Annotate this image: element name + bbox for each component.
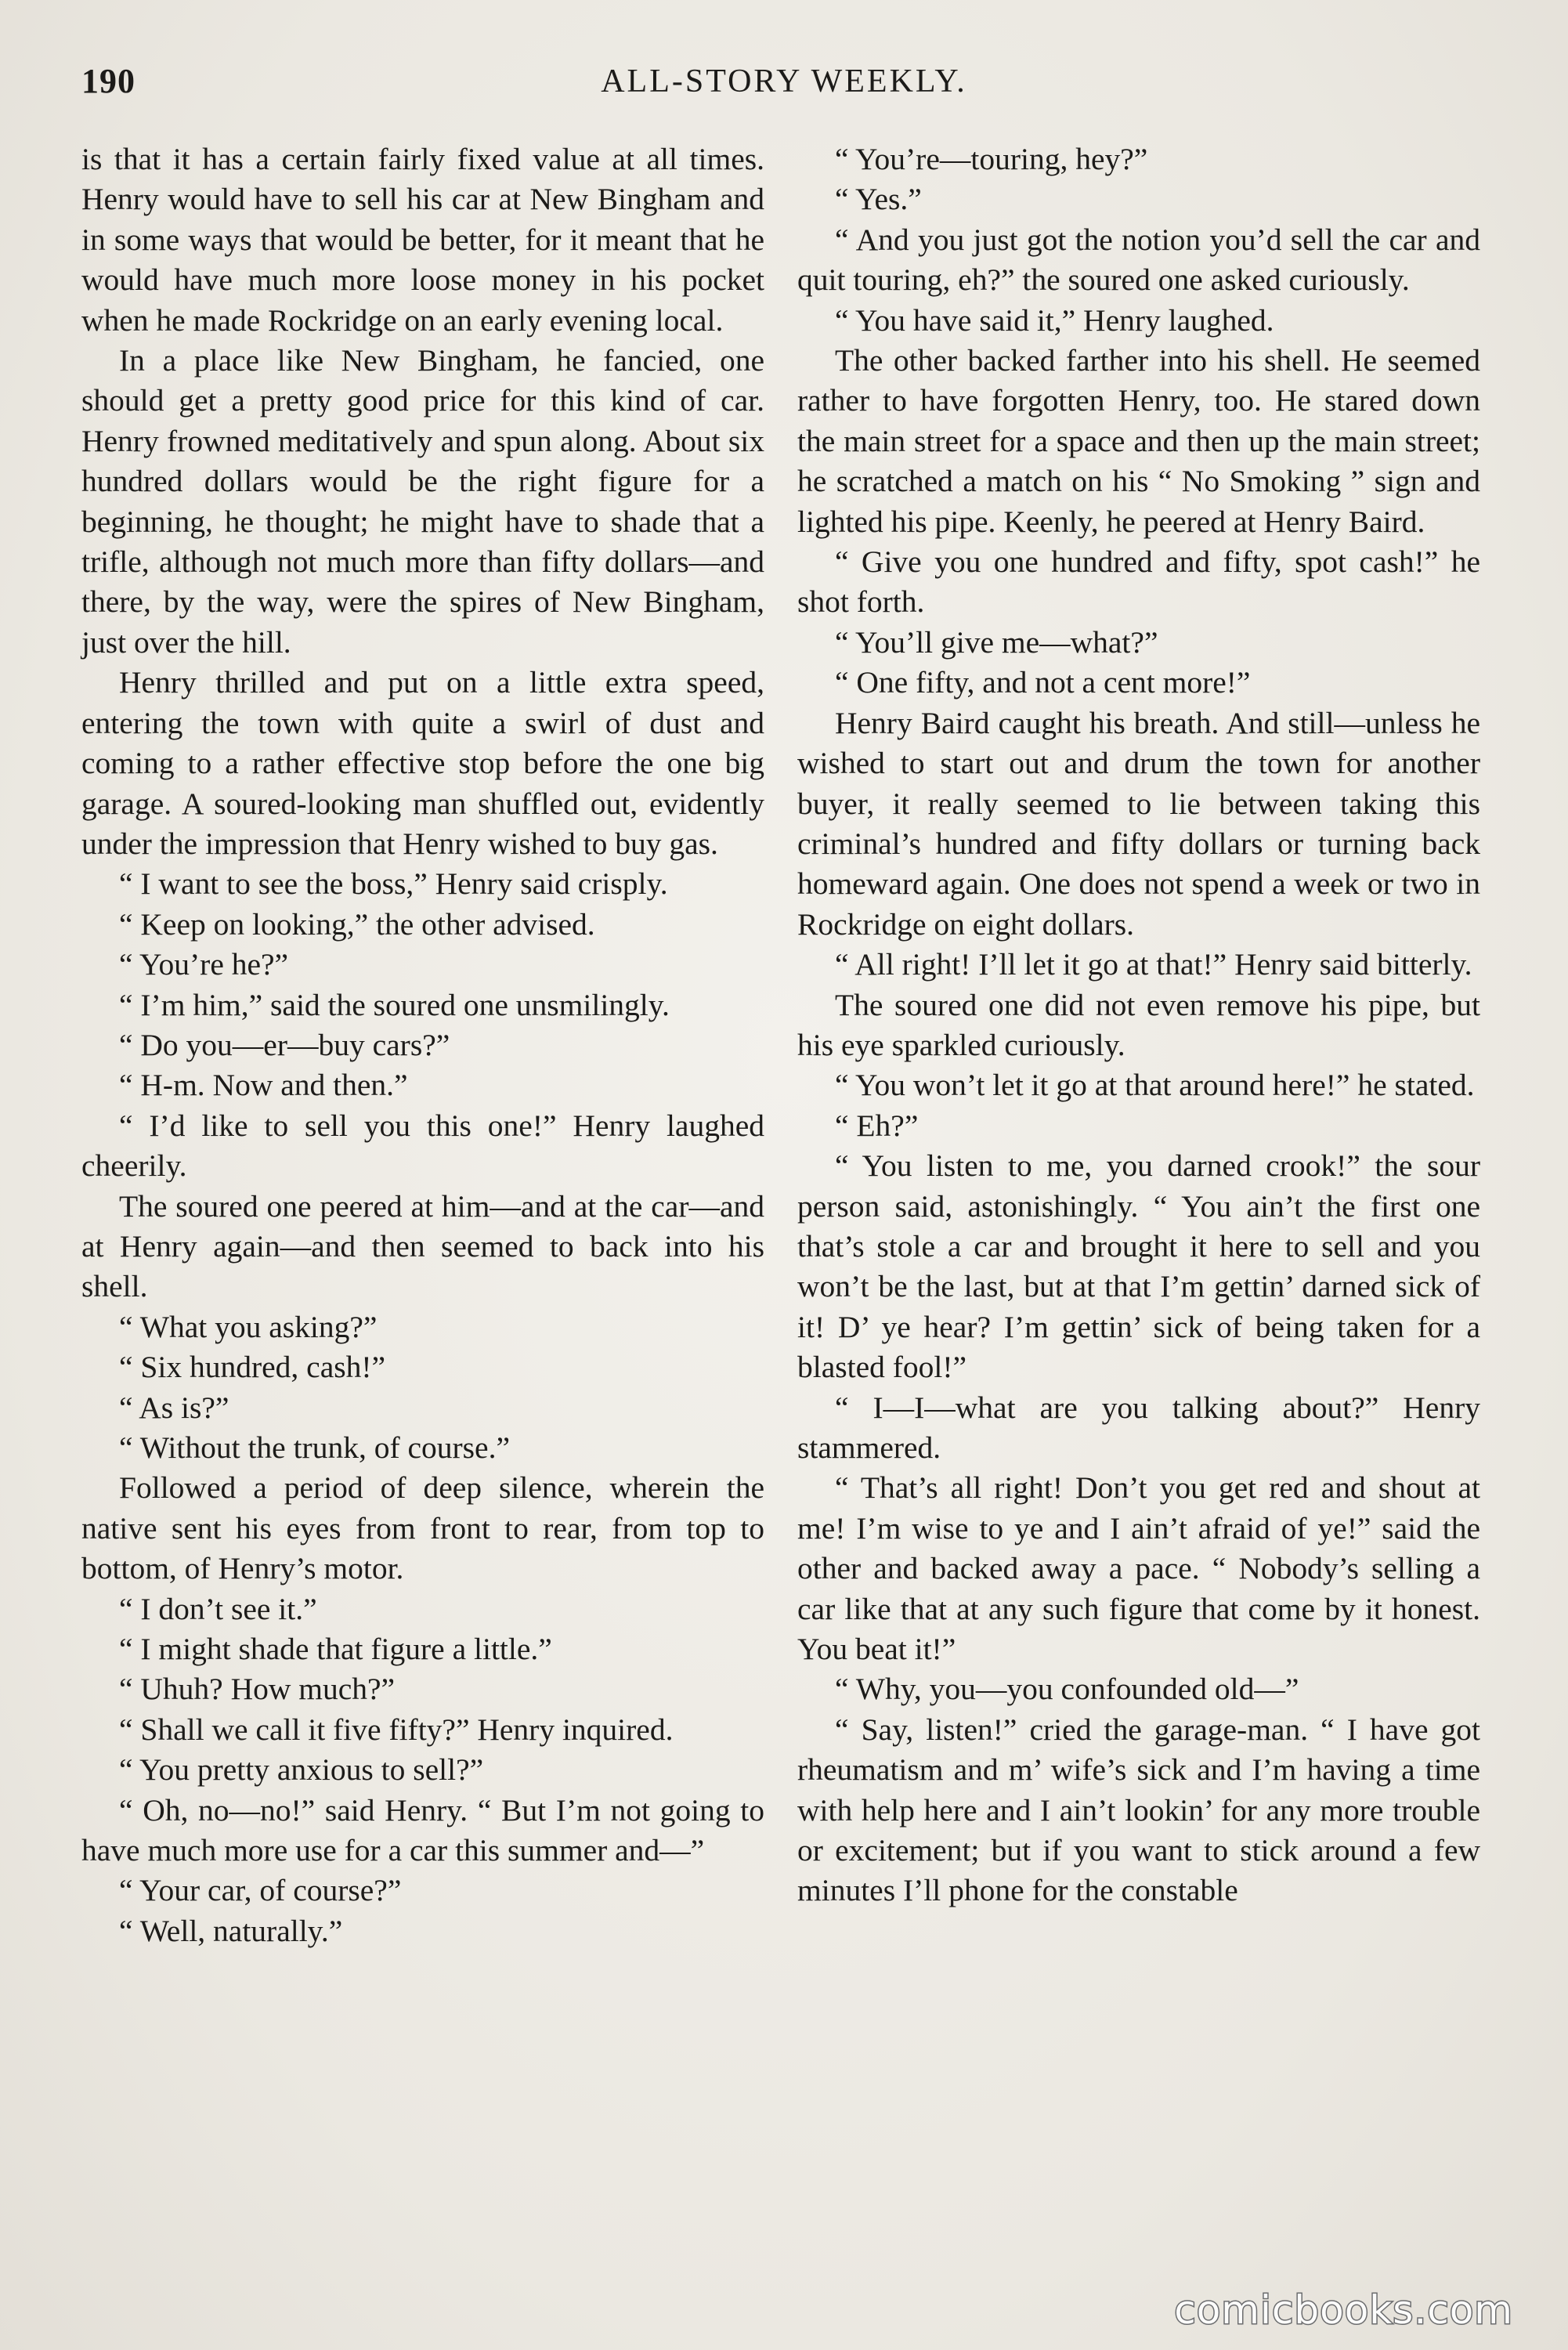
- left-column: [81, 139, 764, 1951]
- paragraph: “ You’re—touring, hey?”: [835, 142, 1148, 176]
- paragraph: “ Without the trunk, of course.”: [119, 1430, 510, 1465]
- paragraph: The soured one did not even remove his pipe, but his eye sparkled curiously.: [797, 987, 1480, 1062]
- paragraph: Henry Baird caught his breath. And still—unless he wished to start out and drum the town for another buyer, it really seemed to lie between taking this criminal’s hundred and fifty dollars or turning back homeward again. One does not spend a week or two in Rockridge on eight dollars.: [797, 705, 1480, 942]
- paragraph: “ Say, listen!” cried the garage-man. “ I have got rheumatism and m’ wife’s sick and I’m having a time with help here and I ain’t lookin’ for any more trouble or excitement; but if you want to stick around a few minutes I’ll phone for the constable: [797, 1712, 1480, 1908]
- paragraph: “ Why, you—you confounded old—”: [835, 1672, 1299, 1707]
- paragraph: Henry thrilled and put on a little extra speed, entering the town with quite a swirl of dust and coming to a rather effective stop before the one big garage. A soured-looking man shuffled out, evidently under the impression that Henry wished to buy gas.: [81, 665, 764, 861]
- paragraph: “ You pretty anxious to sell?”: [119, 1752, 484, 1788]
- running-head: ALL-STORY WEEKLY.: [601, 63, 967, 99]
- watermark: comicbooks.com: [1174, 2287, 1513, 2333]
- paragraph: “ Eh?”: [835, 1108, 919, 1143]
- paragraph: “ Uhuh? How much?”: [119, 1672, 396, 1707]
- paragraph: “ You listen to me, you darned crook!” the sour person said, astonishingly. “ You ain’t the first one that’s stole a car and brought it here to sell and you won’t be the last, but at that I’m gettin’ darned sick of it! D’ ye hear? I’m gettin’ sick of being taken for a blasted fool!”: [797, 1148, 1480, 1385]
- paragraph: is that it has a certain fairly fixed value at all times. Henry would have to sell his car at New Bingham and in some ways that would be better, for it meant that he would have much more loose money in his pocket when he made Rockridge on an early evening local.: [81, 142, 764, 338]
- paragraph: “ Well, naturally.”: [119, 1913, 343, 1948]
- paragraph: “ Six hundred, cash!”: [119, 1350, 386, 1385]
- page-number: 190: [81, 62, 135, 100]
- paragraph: “ All right! I’ll let it go at that!” Henry said bitterly.: [835, 947, 1472, 982]
- paragraph: “ As is?”: [119, 1390, 229, 1425]
- paragraph: “ You won’t let it go at that around here!” he stated.: [835, 1068, 1475, 1103]
- paragraph: “ And you just got the notion you’d sell the car and quit touring, eh?” the soured one asked curiously.: [797, 222, 1480, 298]
- paragraph: “ Yes.”: [835, 182, 922, 217]
- paragraph: “ Shall we call it five fifty?” Henry inquired.: [119, 1712, 674, 1747]
- paragraph: “ You’ll give me—what?”: [835, 624, 1158, 660]
- paragraph: “ One fifty, and not a cent more!”: [835, 665, 1251, 700]
- paragraph: “ Give you one hundred and fifty, spot cash!” he shot forth.: [797, 544, 1480, 620]
- paragraph: “ Do you—er—buy cars?”: [119, 1027, 450, 1062]
- paragraph: “ You’re he?”: [119, 947, 289, 982]
- paragraph: “ I don’t see it.”: [119, 1591, 317, 1626]
- paragraph: “ Your car, of course?”: [119, 1873, 402, 1908]
- paragraph: “ Keep on looking,” the other advised.: [119, 906, 595, 942]
- paragraph: “ Oh, no—no!” said Henry. “ But I’m not going to have much more use for a car this summer and—”: [81, 1792, 764, 1868]
- paragraph: “ What you asking?”: [119, 1309, 378, 1344]
- paragraph: “ I’m him,” said the soured one unsmilingly.: [119, 987, 670, 1022]
- paragraph: “ I might shade that figure a little.”: [119, 1632, 552, 1667]
- paragraph: The other backed farther into his shell. He seemed rather to have forgotten Henry, too. He stared down the main street for a space and then up the main street; he scratched a match on his “ No Smoking ” sign and lighted his pipe. Keenly, he peered at Henry Baird.: [797, 343, 1480, 539]
- paragraph: “ I’d like to sell you this one!” Henry laughed cheerily.: [81, 1108, 764, 1184]
- paragraph: Followed a period of deep silence, wherein the native sent his eyes from front to rear, from top to bottom, of Henry’s motor.: [81, 1470, 764, 1586]
- paragraph: “ I want to see the boss,” Henry said crisply.: [119, 866, 668, 902]
- paragraph: “ H-m. Now and then.”: [119, 1068, 408, 1103]
- right-column: [797, 139, 1480, 1911]
- paragraph: In a place like New Bingham, he fancied, one should get a pretty good price for this kind of car. Henry frowned meditatively and spun along. About six hundred dollars would be the right figure for a beginning, he thought; he might have to shade that a trifle, although not much more than fifty dollars—and there, by the way, were the spires of New Bingham, just over the hill.: [81, 343, 764, 660]
- paragraph: “ I—I—what are you talking about?” Henry stammered.: [797, 1390, 1480, 1465]
- paragraph: “ That’s all right! Don’t you get red and shout at me! I’m wise to ye and I ain’t afraid of ye!” said the other and backed away a pace. “ Nobody’s selling a car like that at any such figure that come by it honest. You beat it!”: [797, 1470, 1480, 1667]
- paragraph: “ You have said it,” Henry laughed.: [835, 302, 1274, 338]
- paragraph: The soured one peered at him—and at the car—and at Henry again—and then seemed to back into his shell.: [81, 1188, 764, 1304]
